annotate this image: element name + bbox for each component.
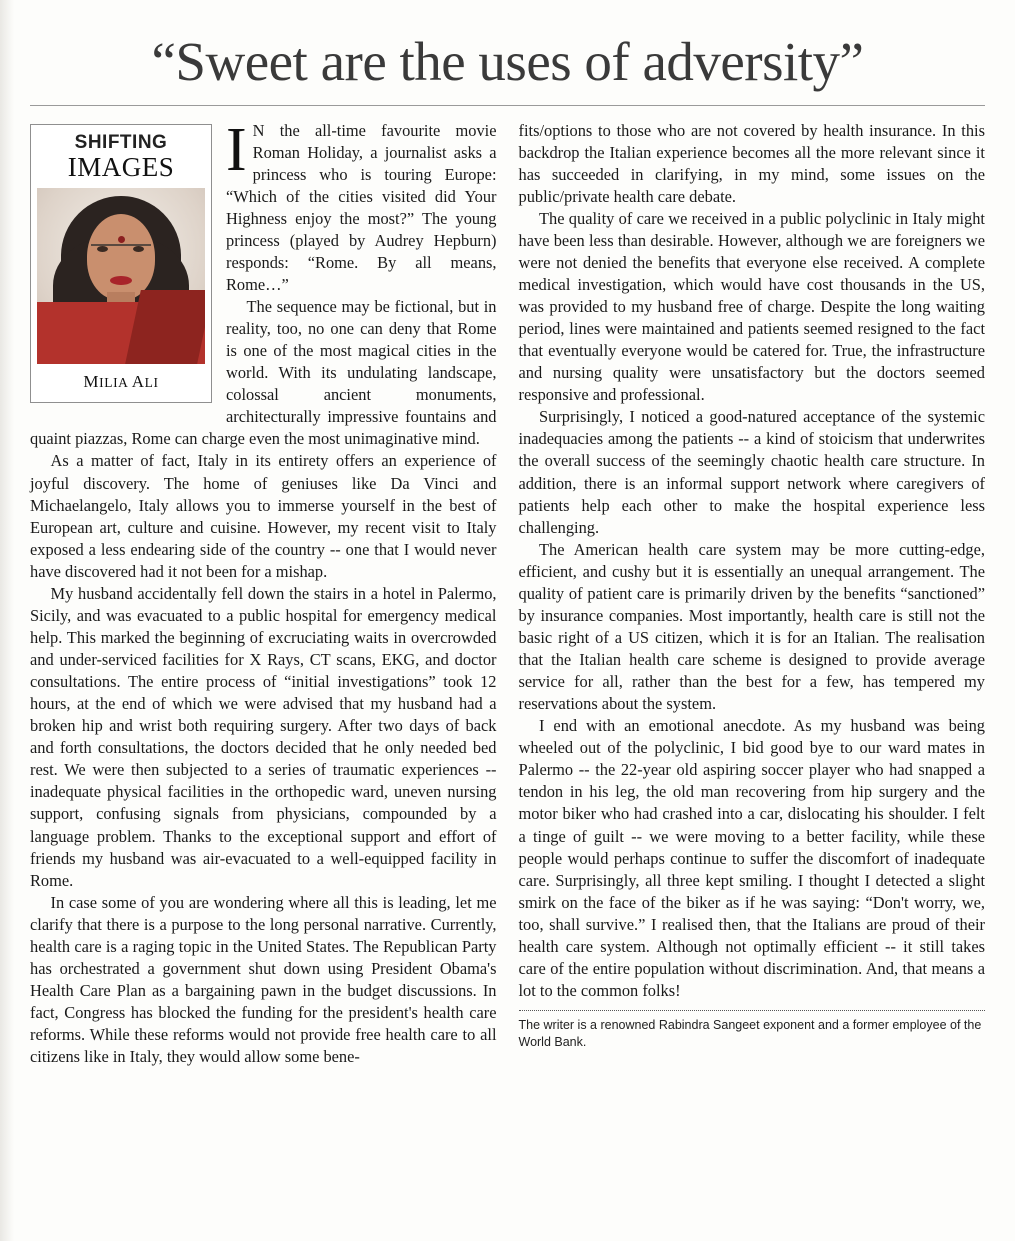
right-column: [519, 120, 986, 1051]
paragraph: My husband accidentally fell down the stairs in a hotel in Palermo, Sicily, and was evacuated to a public hospital for emergency medical help. This marked the beginning of excruciating waits in overcrowded and under-serviced facilities for X Rays, CT scans, EKG, and doctor consultations. The entire process of “initial investigations” took 12 hours, at the end of which we were advised that my husband had a broken hip and wrist both requiring surgery. After two days of back and forth consultations, the doctors decided that he only needed bed rest. We were then subjected to a series of traumatic experiences -- inadequate physical facilities in the orthopedic ward, uneven nursing support, confusing signals from physicians, compounded by a language problem. Thanks to the exceptional support and effort of friends my husband was air-evacuated to a well-equipped facility in Rome.: [30, 583, 497, 890]
article-columns: [30, 115, 985, 1069]
left-column: [30, 115, 497, 1069]
drop-cap: I: [226, 115, 247, 184]
footer-divider: [519, 1010, 986, 1011]
paragraph-text: N the all-time favourite movie Roman Holiday, a journalist asks a princess who is touring Europe: “Which of the cities visited did Your Highness enjoy the most?” The young princess (played by Audrey Hepburn) responds: “Rome. By all means, Rome…”: [226, 120, 497, 294]
paragraph: The quality of care we received in a public polyclinic in Italy might have been less than desirable. However, although we are foreigners we were not denied the benefits that everyone else received. A complete medical investigation, which would have cost thousands in the US, was provided to my husband free of charge. Despite the long waiting period, lines were maintained and patients seemed resigned to the fact that eventually everyone would be catered for. True, the infrastructure and nursing quality were unsatisfactory but the doctors seemed responsive and professional.: [518, 208, 985, 405]
headline-divider: [30, 105, 985, 106]
byline-rest-1: ILIA: [99, 374, 132, 390]
byline-initial-2: A: [131, 371, 145, 391]
author-byline: [37, 371, 205, 394]
paragraph: Surprisingly, I noticed a good-natured acceptance of the systemic inadequacies among the patients -- a kind of stoicism that underwrites the overall success of the seemingly chaotic health care structure. In addition, there is an informal support network where caregivers of patients help each other to make the hospital experience less challenging.: [518, 407, 985, 537]
column-kicker-line1: SHIFTING: [74, 131, 168, 153]
byline-rest-2: LI: [144, 374, 159, 390]
author-portrait-image: [37, 188, 205, 364]
paragraph: I end with an emotional anecdote. As my husband was being wheeled out of the polyclinic, I bid good bye to our ward mates in Palermo -- the 22-year old aspiring soccer player who had snapped a tendon in his leg, the old man recovering from hip surgery and the motor biker who had crashed into a car, dislocating his shoulder. I felt a tinge of guilt -- we were moving to a better facility, while these people would perhaps continue to suffer the discomfort of inadequate care. Surprisingly, all three kept smiling. I thought I detected a slight smirk on the face of the biker as if he was saying: “Don't worry, we, too, shall survive.” I realised then, that the Italians are proud of their health care system. Although not optimally efficient -- it still takes care of the entire population without discrimination. And, that means a lot to the common folks!: [518, 716, 985, 1000]
paragraph: The American health care system may be more cutting-edge, efficient, and cushy but it is essentially an unequal arrangement. The quality of patient care is primarily driven by the benefits “sanctioned” by insurance companies. Most importantly, health care is still not the basic right of a US citizen, which it is for an Italian. The realisation that the Italian health care scheme is designed to provide average service for all, rather than the best for a few, has tempered my reservations about the system.: [518, 539, 985, 714]
author-credit-note: The writer is a renowned Rabindra Sangeet exponent and a former employee of the World Bank.: [518, 1018, 982, 1049]
paragraph: As a matter of fact, Italy in its entirety offers an experience of joyful discovery. The home of geniuses like Da Vinci and Michaelangelo, Italy allows you to immerse yourself in the best of European art, culture and cuisine. However, my recent visit to Italy exposed a less endearing side of the country -- one that I would never have discovered had it not been for a mishap.: [30, 451, 497, 581]
paragraph: The sequence may be fictional, but in reality, too, no one can deny that Rome is one of the most magical cities in the world. With its undulating landscape, colossal ancient monuments, architecturally impressive fountains and quaint piazzas, Rome can charge even the most unimaginative mind.: [30, 297, 497, 449]
column-kicker-line2: IMAGES: [67, 152, 175, 183]
page-title: “Sweet are the uses of adversity”: [151, 31, 864, 92]
paragraph: In case some of you are wondering where all this is leading, let me clarify that there is a purpose to the long personal narrative. Currently, health care is a raging topic in the United States. The Republican Party has orchestrated a government shut down using President Obama's Health Care Plan as a bargaining pawn in the budget discussions. In fact, Congress has blocked the funding for the president's health care reforms. While these reforms would not provide free health care to all citizens like in Italy, they would allow some bene-: [30, 892, 497, 1067]
author-box: [30, 124, 212, 403]
byline-initial: M: [83, 371, 100, 391]
paragraph-continued: fits/options to those who are not covered by health insurance. In this backdrop the Italian experience becomes all the more relevant since it has succeeded in clarifying, in my mind, some issues on the public/private health care debate.: [518, 120, 985, 206]
